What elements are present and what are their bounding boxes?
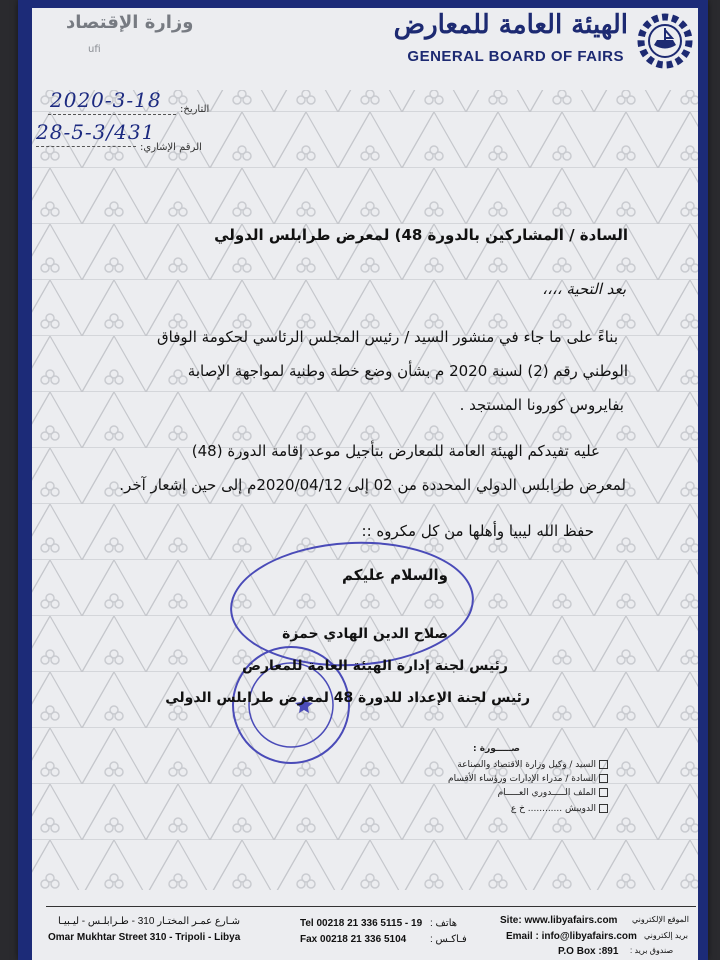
reference-value: 28-5-3/431: [36, 120, 156, 144]
checkbox-icon: [599, 788, 608, 797]
date-underline: [48, 114, 176, 115]
addressee: السادة / المشاركين بالدورة 48) لمعرض طرابلس الدولي: [214, 226, 628, 244]
date-label: التاريخ:: [180, 104, 210, 115]
letter-page: [18, 0, 708, 960]
paragraph2-line1: عليه تفيدكم الهيئة العامة للمعارض بتأجيل موعد إقامة الدورة (48): [191, 442, 600, 460]
blessing: حفظ الله ليبيا وأهلها من كل مكروه ::: [361, 522, 594, 540]
copies-heading: صـــــورة :: [473, 744, 520, 754]
footer-email: Email : info@libyafairs.com: [506, 931, 637, 942]
paragraph1-line2: الوطني رقم (2) لسنة 2020 م بشأن وضع خطة وطنية لمواجهة الإصابة: [187, 362, 628, 380]
copy-item: [498, 788, 608, 798]
paragraph2-line2: لمعرض طرابلس الدولي المحددة من 02 إلى 2020/04/12م إلى حين إشعار آخر.: [119, 476, 626, 494]
top-blue-edge: [18, 0, 708, 8]
footer-fax: Fax 00218 21 336 5104: [300, 934, 407, 945]
closing: والسلام عليكم: [342, 566, 448, 584]
ufi-logo-icon: [88, 44, 101, 55]
ufi-label: ufi: [88, 44, 101, 55]
paragraph1-line3: بفايروس كورونا المستجد .: [459, 396, 624, 414]
gear-ship-logo-icon: [636, 12, 694, 70]
reference-label: الرقم الإشاري:: [140, 142, 202, 153]
org-name-arabic: الهيئة العامة للمعارض: [393, 10, 628, 40]
footer-email-label: بريد إلكتروني: [644, 931, 688, 940]
copy-item-label: السيد / وكيل وزارة الاقتصاد والصناعة: [457, 760, 596, 770]
checkbox-icon: [599, 804, 608, 813]
footer-fax-label: فـاكـس :: [430, 934, 467, 945]
copy-item-label: الملف الـــــدوري العـــــام: [497, 788, 596, 798]
ministry-name: وزارة الإقتصاد: [66, 12, 194, 33]
signatory-title-1: رئيس لجنة إدارة الهيئة العامة للمعارض: [242, 658, 508, 674]
footer-telephone: Tel 00218 21 336 5115 - 19: [300, 918, 423, 929]
paragraph1-line1: بناءً على ما جاء في منشور السيد / رئيس المجلس الرئاسي لحكومة الوفاق: [157, 328, 618, 346]
footer-divider: [46, 906, 696, 907]
org-name-english: GENERAL BOARD OF FAIRS: [407, 48, 624, 65]
signatory-name: صلاح الدين الهادي حمزة: [282, 626, 448, 642]
footer-telephone-label: هاتف :: [430, 918, 458, 929]
checkbox-icon: [599, 760, 608, 769]
copy-item: [457, 760, 608, 770]
footer-address-arabic: شـارع عمـر المختـار 310 - طـرابلـس - ليـبيـا: [58, 916, 241, 927]
copy-item: [448, 774, 608, 784]
copy-item-label: السادة / مدراء الإدارات ورؤساء الأقسام: [448, 774, 596, 784]
footer-website: Site: www.libyafairs.com: [500, 915, 618, 926]
footer-pobox: P.O Box :891: [558, 946, 619, 957]
copy-item: [511, 804, 608, 814]
left-blue-edge: [18, 0, 32, 960]
greeting: بعد التحية ،،،،: [542, 280, 626, 298]
checkbox-icon: [599, 774, 608, 783]
footer-website-label: الموقع الإلكتروني: [632, 915, 689, 924]
date-value: 2020-3-18: [50, 88, 162, 112]
right-blue-edge: [698, 0, 708, 960]
reference-underline: [36, 146, 136, 147]
signatory-title-2: رئيس لجنة الإعداد للدورة 48 لمعرض طرابلس الدولي: [165, 690, 530, 706]
footer-address-english: Omar Mukhtar Street 310 - Tripoli - Libya: [48, 932, 241, 943]
footer-pobox-label: صندوق بريد :: [630, 946, 674, 955]
copy-item-label: الدويبش ............ خ ع: [510, 804, 596, 814]
